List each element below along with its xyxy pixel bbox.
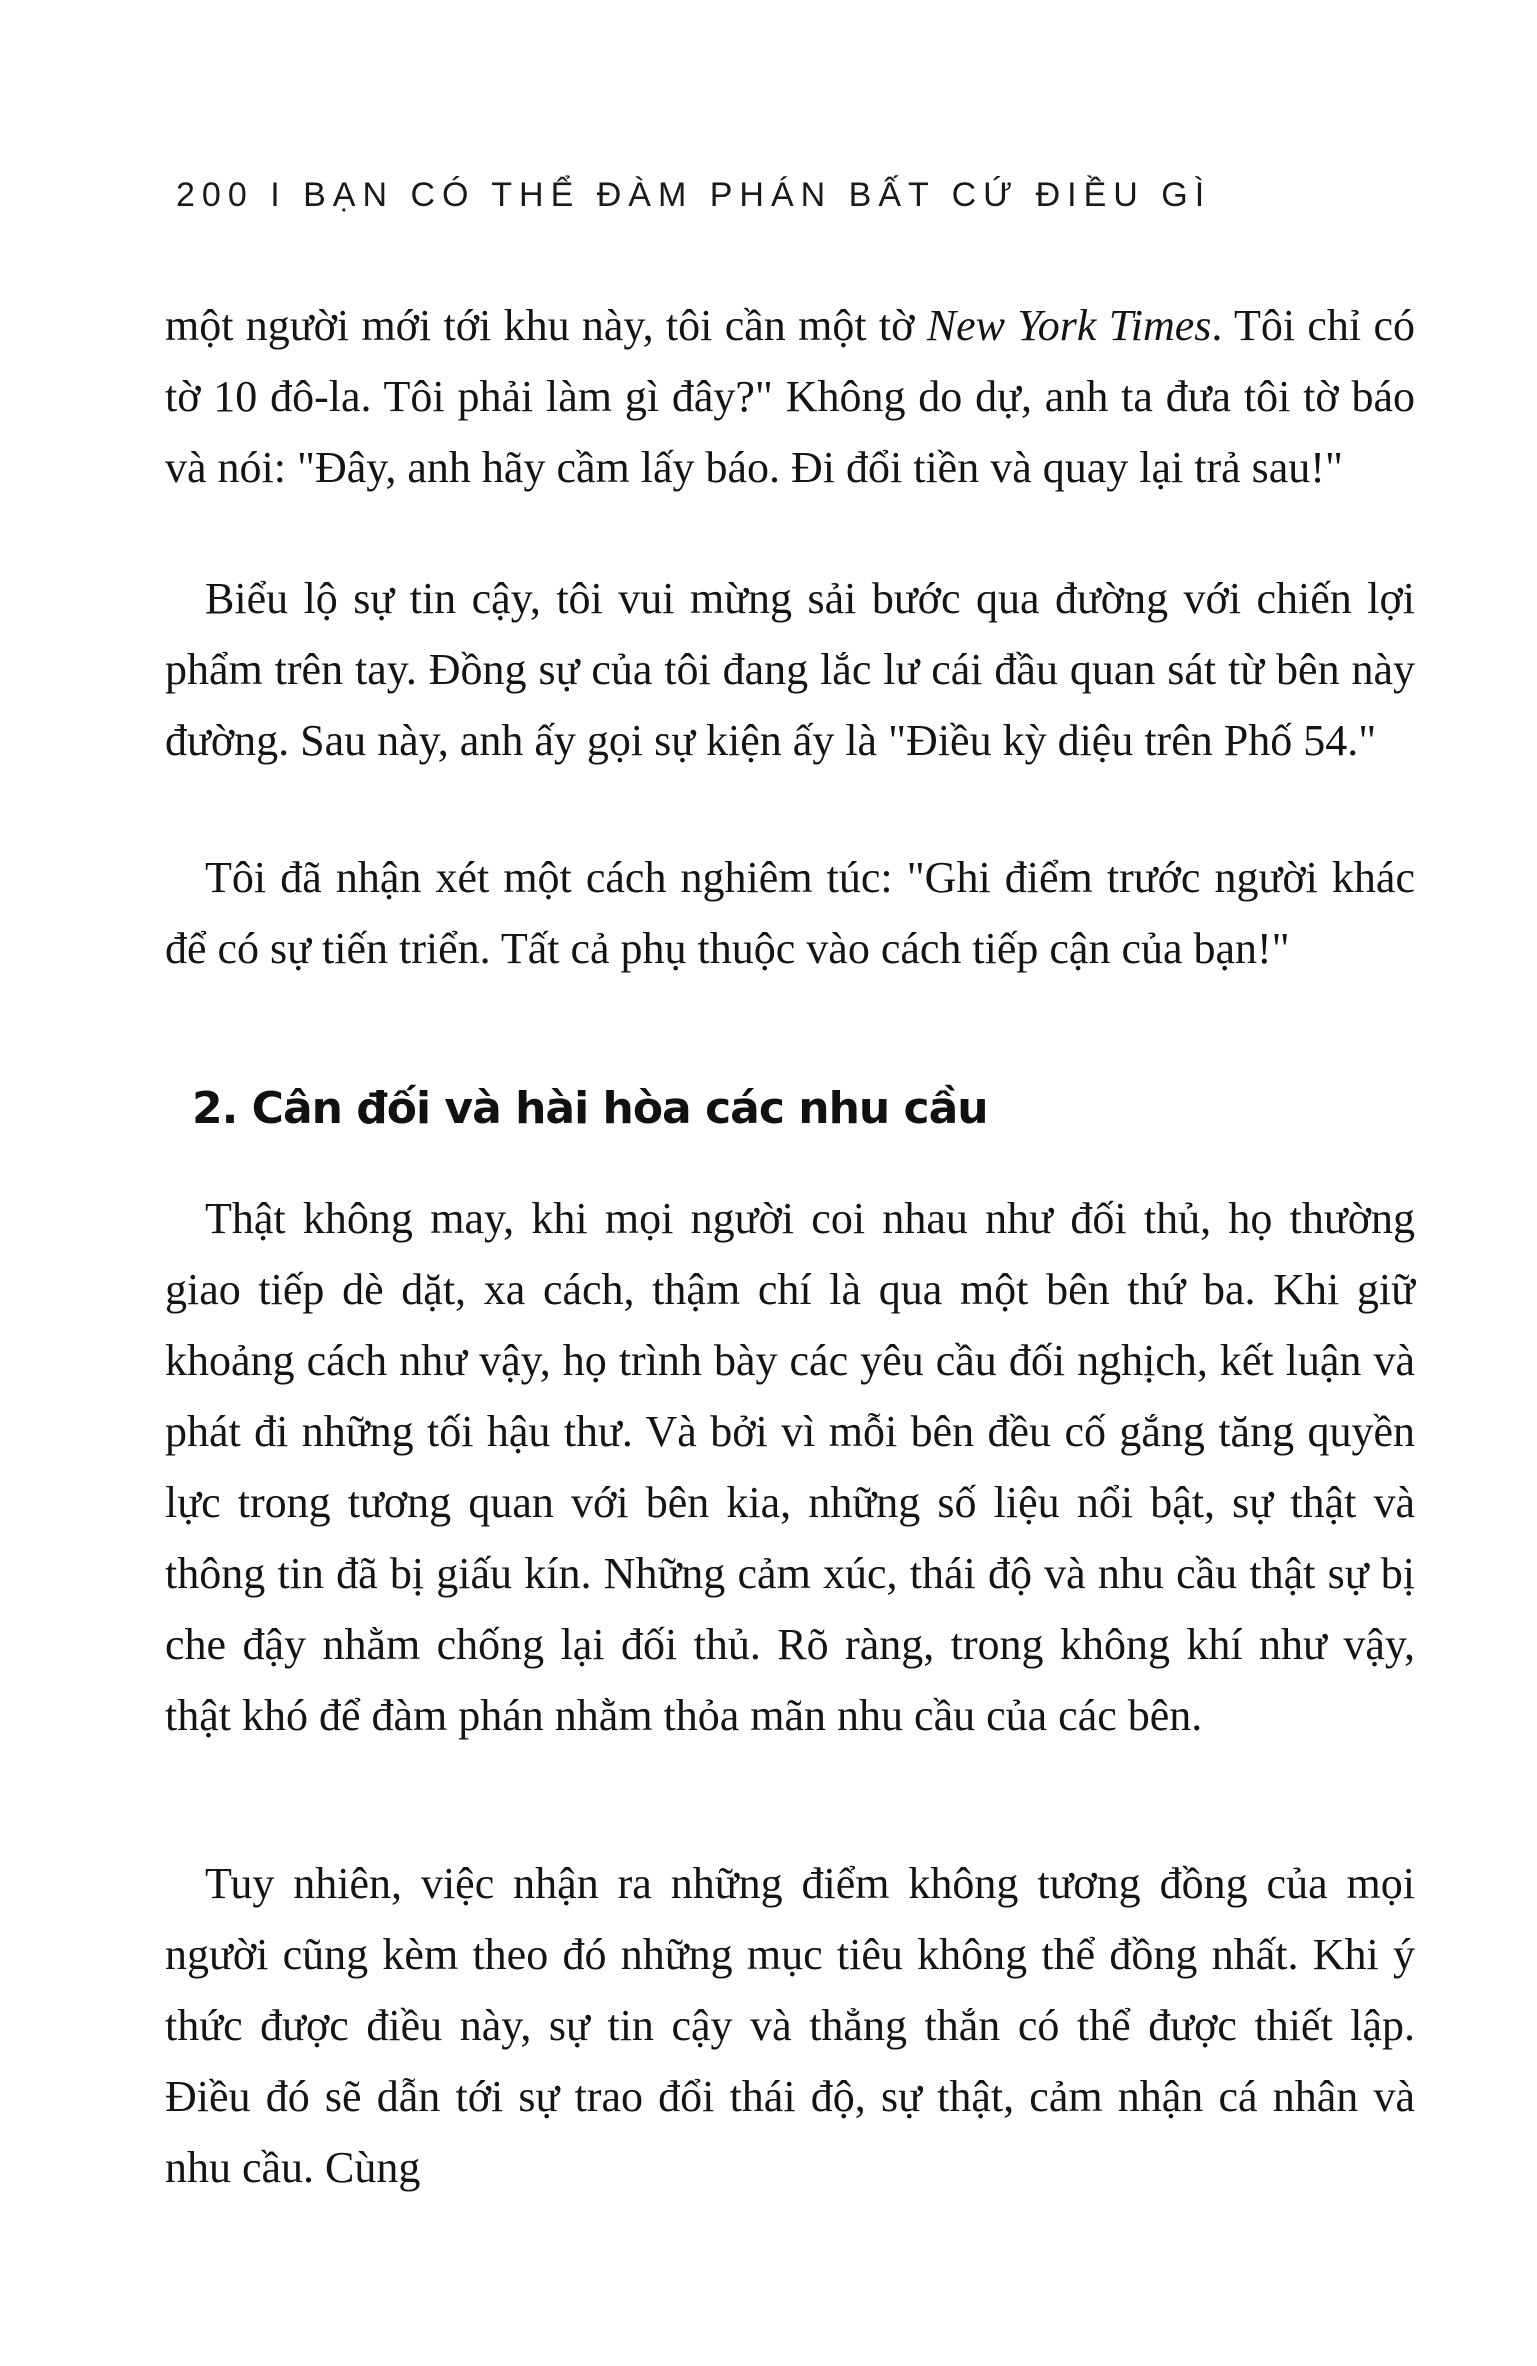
- paragraph-text: Biểu lộ sự tin cậy, tôi vui mừng sải bước qua đường với chiến lợi phẩm trên tay. Đồng sự của tôi đang lắc lư cái đầu quan sát từ bên này đường. Sau này, anh ấy gọi sự kiện ấy là "Điều kỳ diệu trên Phố 54.": [165, 574, 1415, 765]
- paragraph: [165, 563, 1415, 776]
- paragraph: [165, 842, 1415, 984]
- page-number: 200: [176, 176, 254, 214]
- paragraph-text: một người mới tới khu này, tôi cần một tờ: [165, 301, 927, 350]
- book-title: BẠN CÓ THỂ ĐÀM PHÁN BẤT CỨ ĐIỀU GÌ: [303, 176, 1212, 214]
- paragraph-text: . Tôi chỉ có tờ 10 đô-la. Tôi phải làm gì đây?" Không do dự, anh ta đưa tôi tờ báo và nói: "Đây, anh hãy cầm lấy báo. Đi đổi tiền và quay lại trả sau!": [165, 301, 1416, 492]
- paragraph-text: Tôi đã nhận xét một cách nghiêm túc: "Ghi điểm trước người khác để có sự tiến triển. Tất cả phụ thuộc vào cách tiếp cận của bạn!": [165, 853, 1415, 973]
- section-heading: 2. Cân đối và hài hòa các nhu cầu: [192, 1083, 988, 1134]
- running-header: [176, 176, 1211, 215]
- paragraph-text: Tuy nhiên, việc nhận ra những điểm không tương đồng của mọi người cũng kèm theo đó những mục tiêu không thể đồng nhất. Khi ý thức được điều này, sự tin cậy và thẳng thắn có thể được thiết lập. Điều đó sẽ dẫn tới sự trao đổi thái độ, sự thật, cảm nhận cá nhân và nhu cầu. Cùng: [165, 1859, 1415, 2192]
- paragraph: [165, 1848, 1415, 2203]
- paragraph-text: Thật không may, khi mọi người coi nhau như đối thủ, họ thường giao tiếp dè dặt, xa cách, thậm chí là qua một bên thứ ba. Khi giữ khoảng cách như vậy, họ trình bày các yêu cầu đối nghịch, kết luận và phát đi những tối hậu thư. Và bởi vì mỗi bên đều cố gắng tăng quyền lực trong tương quan với bên kia, những số liệu nổi bật, sự thật và thông tin đã bị giấu kín. Những cảm xúc, thái độ và nhu cầu thật sự bị che đậy nhằm chống lại đối thủ. Rõ ràng, trong không khí như vậy, thật khó để đàm phán nhằm thỏa mãn nhu cầu của các bên.: [165, 1194, 1415, 1740]
- newspaper-title: New York Times: [926, 301, 1212, 350]
- header-separator: I: [270, 176, 287, 214]
- paragraph-continuation: [165, 290, 1415, 503]
- paragraph: [165, 1183, 1415, 1751]
